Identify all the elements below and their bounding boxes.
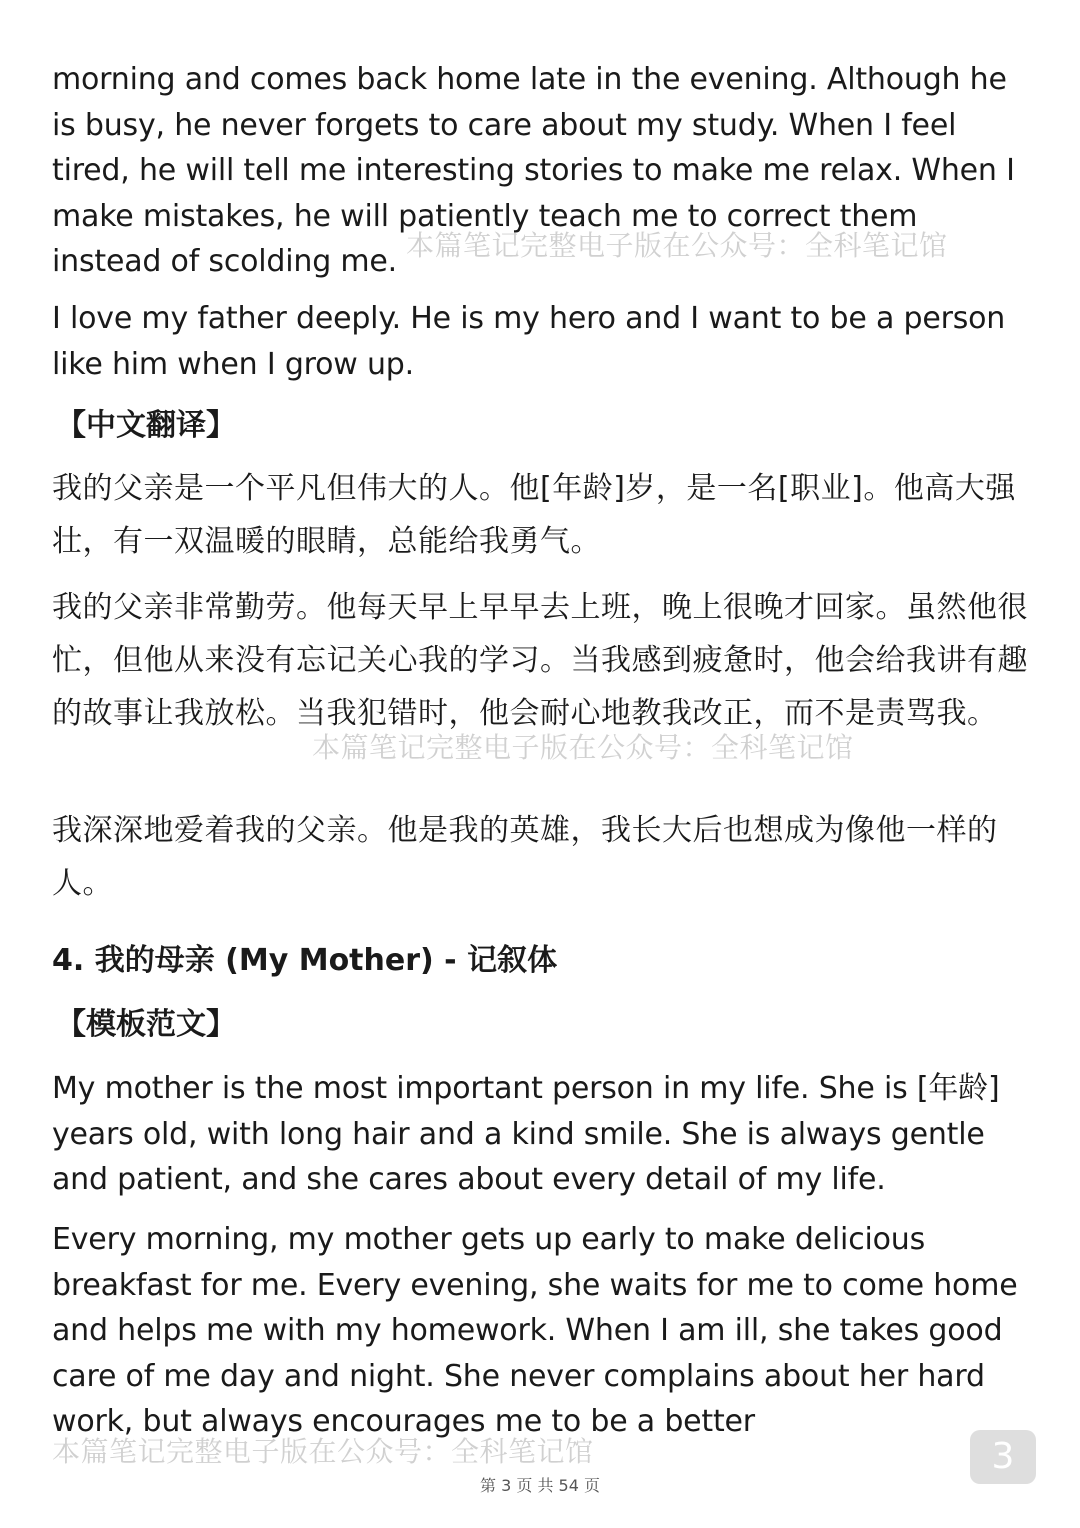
page-number-badge: 3 (970, 1430, 1036, 1484)
watermark: 本篇笔记完整电子版在公众号：全科笔记馆 (52, 1435, 594, 1468)
father-paragraph-end: morning and comes back home late in the evening. Although he is busy, he never forgets to care about my study. When I feel tired, he will tell me interesting stories to make me relax. When I make mistakes, he will patiently teach me to correct them instead of scolding me. (52, 62, 1015, 279)
watermark: 本篇笔记完整电子版在公众号：全科笔记馆 (312, 731, 854, 764)
template-heading: 【模板范文】 (56, 1007, 236, 1042)
translation-heading: 【中文翻译】 (56, 408, 236, 443)
mother-paragraph-1: My mother is the most important person in my life. She is [年龄] years old, with long hair and a kind smile. She is always gentle and patient, and she cares about every detail of my life. (52, 1071, 1000, 1197)
page-footer: 第 3 页 共 54 页 (480, 1476, 600, 1495)
translation-paragraph-1: 我的父亲是一个平凡但伟大的人。他[年龄]岁，是一名[职业]。他高大强壮，有一双温暖的眼睛，总能给我勇气。 (52, 471, 1016, 559)
section-title: 4. 我的母亲 (My Mother) - 记叙体 (52, 943, 558, 978)
mother-paragraph-2: Every morning, my mother gets up early to make delicious breakfast for me. Every evening, she waits for me to come home and helps me with my homework. When I am ill, she takes good care of me day and night. She never complains about her hard work, but always encourages me to be a better (52, 1222, 1018, 1439)
watermark: 本篇笔记完整电子版在公众号：全科笔记馆 (406, 229, 948, 262)
translation-paragraph-3: 我深深地爱着我的父亲。他是我的英雄，我长大后也想成为像他一样的人。 (52, 813, 998, 901)
translation-paragraph-2: 我的父亲非常勤劳。他每天早上早早去上班，晚上很晚才回家。虽然他很忙，但他从来没有忘记关心我的学习。当我感到疲惫时，他会给我讲有趣的故事让我放松。当我犯错时，他会耐心地教我改正，而不是责骂我。 (52, 590, 1028, 731)
father-conclusion: I love my father deeply. He is my hero and I want to be a person like him when I grow up. (52, 301, 1006, 382)
